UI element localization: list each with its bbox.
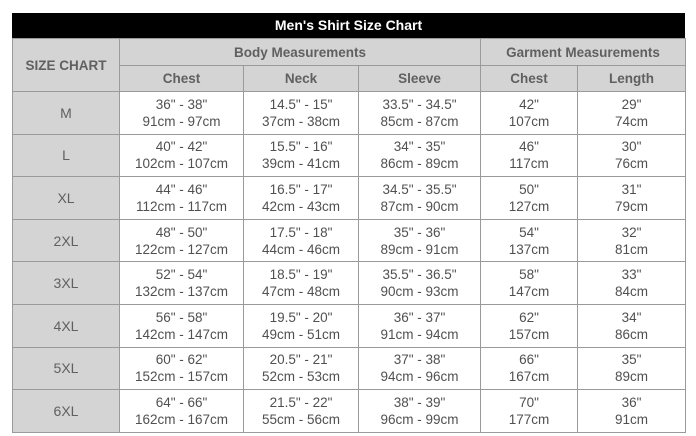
body-neck-cell xyxy=(244,347,359,390)
body-sleeve-cell xyxy=(359,219,481,262)
inches-value: 17.5" - 18" xyxy=(269,224,333,240)
inches-value: 36" - 38" xyxy=(155,96,208,112)
body-chest-cell xyxy=(120,304,244,347)
inches-value: 37" - 38" xyxy=(393,352,446,368)
cm-value: 90cm - 93cm xyxy=(380,284,459,300)
cm-value: 84cm xyxy=(615,284,649,300)
inches-value: 40" - 42" xyxy=(155,139,208,155)
body-sleeve-cell xyxy=(359,134,481,177)
garment-chest-header: Chest xyxy=(481,66,578,92)
body-sleeve-cell xyxy=(359,347,481,390)
table-row xyxy=(13,347,686,390)
inches-value: 66" xyxy=(519,352,539,368)
garment-chest-cell xyxy=(481,304,578,347)
inches-value: 64" - 66" xyxy=(155,394,208,410)
cm-value: 86cm xyxy=(615,326,649,342)
size-chart-table xyxy=(12,38,686,433)
cm-value: 52cm - 53cm xyxy=(261,369,341,385)
garment-length-cell xyxy=(578,347,686,390)
inches-value: 38" - 39" xyxy=(393,394,446,410)
garment-chest-cell xyxy=(481,262,578,305)
body-neck-cell xyxy=(244,304,359,347)
body-sleeve-cell xyxy=(359,92,481,135)
body-chest-cell xyxy=(120,347,244,390)
cm-value: 81cm xyxy=(615,241,649,257)
inches-value: 19.5" - 20" xyxy=(269,309,333,325)
garment-length-cell xyxy=(578,219,686,262)
body-neck-cell xyxy=(244,92,359,135)
table-row xyxy=(13,134,686,177)
cm-value: 112cm - 117cm xyxy=(135,198,228,214)
cm-value: 142cm - 147cm xyxy=(134,326,229,342)
body-measurements-header: Body Measurements xyxy=(120,39,481,66)
size-chart-container xyxy=(12,13,685,433)
garment-chest-cell xyxy=(481,219,578,262)
inches-value: 58" xyxy=(519,267,539,283)
inches-value: 35.5" - 36.5" xyxy=(382,267,457,283)
body-sleeve-cell xyxy=(359,177,481,220)
cm-value: 89cm - 91cm xyxy=(380,241,459,257)
size-label: M xyxy=(13,92,120,135)
cm-value: 162cm - 167cm xyxy=(134,411,229,427)
cm-value: 86cm - 89cm xyxy=(380,156,459,172)
group-header-row xyxy=(13,39,686,66)
size-label: 3XL xyxy=(13,262,120,305)
inches-value: 70" xyxy=(519,394,539,410)
cm-value: 94cm - 96cm xyxy=(380,369,459,385)
cm-value: 152cm - 157cm xyxy=(134,369,229,385)
cm-value: 147cm xyxy=(508,284,550,300)
inches-value: 33" xyxy=(621,267,642,283)
cm-value: 44cm - 46cm xyxy=(261,241,341,257)
body-neck-cell xyxy=(244,134,359,177)
garment-measurements-header: Garment Measurements xyxy=(481,39,686,66)
inches-value: 44" - 46" xyxy=(155,181,208,197)
table-row xyxy=(13,390,686,433)
inches-value: 36" xyxy=(621,394,642,410)
cm-value: 107cm xyxy=(508,113,550,129)
cm-value: 132cm - 137cm xyxy=(134,284,229,300)
cm-value: 42cm - 43cm xyxy=(261,198,341,214)
inches-value: 34.5" - 35.5" xyxy=(382,181,457,197)
inches-value: 30" xyxy=(621,139,642,155)
inches-value: 15.5" - 16" xyxy=(269,139,333,155)
inches-value: 21.5" - 22" xyxy=(269,394,333,410)
cm-value: 127cm xyxy=(508,198,550,214)
cm-value: 117cm xyxy=(509,156,549,172)
body-neck-cell xyxy=(244,177,359,220)
size-label: L xyxy=(13,134,120,177)
inches-value: 29" xyxy=(621,96,642,112)
body-neck-cell xyxy=(244,390,359,433)
garment-length-cell xyxy=(578,304,686,347)
cm-value: 76cm xyxy=(615,156,649,172)
garment-chest-cell xyxy=(481,177,578,220)
inches-value: 42" xyxy=(519,96,539,112)
inches-value: 54" xyxy=(519,224,539,240)
garment-length-cell xyxy=(578,92,686,135)
inches-value: 48" - 50" xyxy=(155,224,208,240)
inches-value: 16.5" - 17" xyxy=(269,181,333,197)
body-chest-cell xyxy=(120,390,244,433)
cm-value: 55cm - 56cm xyxy=(261,411,341,427)
cm-value: 122cm - 127cm xyxy=(134,241,229,257)
garment-length-cell xyxy=(578,177,686,220)
inches-value: 31" xyxy=(621,181,642,197)
inches-value: 50" xyxy=(519,181,539,197)
garment-chest-cell xyxy=(481,390,578,433)
cm-value: 87cm - 90cm xyxy=(380,198,459,214)
inches-value: 32" xyxy=(621,224,642,240)
cm-value: 177cm xyxy=(508,411,550,427)
table-row xyxy=(13,177,686,220)
garment-chest-cell xyxy=(481,134,578,177)
size-label: 2XL xyxy=(13,219,120,262)
garment-length-header: Length xyxy=(578,66,686,92)
cm-value: 91cm - 94cm xyxy=(380,326,459,342)
inches-value: 46" xyxy=(519,139,539,155)
inches-value: 35" xyxy=(621,352,642,368)
cm-value: 137cm xyxy=(508,241,550,257)
body-chest-cell xyxy=(120,134,244,177)
size-label: XL xyxy=(13,177,120,220)
body-chest-cell xyxy=(120,262,244,305)
size-label: 5XL xyxy=(13,347,120,390)
inches-value: 34" xyxy=(621,309,642,325)
cm-value: 49cm - 51cm xyxy=(261,326,341,342)
garment-length-cell xyxy=(578,390,686,433)
body-sleeve-header: Sleeve xyxy=(359,66,481,92)
cm-value: 47cm - 48cm xyxy=(261,284,341,300)
size-label: 4XL xyxy=(13,304,120,347)
garment-length-cell xyxy=(578,134,686,177)
inches-value: 14.5" - 15" xyxy=(269,96,333,112)
inches-value: 33.5" - 34.5" xyxy=(382,96,457,112)
body-neck-header: Neck xyxy=(244,66,359,92)
size-chart-header: SIZE CHART xyxy=(13,39,120,92)
body-sleeve-cell xyxy=(359,304,481,347)
inches-value: 52" - 54" xyxy=(155,267,208,283)
inches-value: 34" - 35" xyxy=(393,139,446,155)
garment-chest-cell xyxy=(481,347,578,390)
cm-value: 167cm xyxy=(508,369,550,385)
cm-value: 91cm - 97cm xyxy=(142,113,221,129)
body-neck-cell xyxy=(244,262,359,305)
garment-chest-cell xyxy=(481,92,578,135)
body-chest-cell xyxy=(120,92,244,135)
cm-value: 91cm xyxy=(615,411,649,427)
size-label: 6XL xyxy=(13,390,120,433)
table-row xyxy=(13,92,686,135)
cm-value: 85cm - 87cm xyxy=(380,113,459,129)
cm-value: 39cm - 41cm xyxy=(261,156,341,172)
cm-value: 96cm - 99cm xyxy=(380,411,459,427)
inches-value: 60" - 62" xyxy=(155,352,208,368)
inches-value: 20.5" - 21" xyxy=(269,352,333,368)
body-chest-cell xyxy=(120,177,244,220)
body-sleeve-cell xyxy=(359,262,481,305)
garment-length-cell xyxy=(578,262,686,305)
cm-value: 37cm - 38cm xyxy=(261,113,341,129)
inches-value: 36" - 37" xyxy=(393,309,446,325)
chart-title: Men's Shirt Size Chart xyxy=(12,13,685,38)
body-sleeve-cell xyxy=(359,390,481,433)
inches-value: 35" - 36" xyxy=(393,224,446,240)
table-row xyxy=(13,304,686,347)
cm-value: 74cm xyxy=(615,113,649,129)
cm-value: 102cm - 107cm xyxy=(134,156,229,172)
body-chest-header: Chest xyxy=(120,66,244,92)
inches-value: 62" xyxy=(519,309,539,325)
body-neck-cell xyxy=(244,219,359,262)
table-row xyxy=(13,219,686,262)
table-row xyxy=(13,262,686,305)
inches-value: 56" - 58" xyxy=(155,309,208,325)
cm-value: 157cm xyxy=(508,326,550,342)
inches-value: 18.5" - 19" xyxy=(269,267,333,283)
cm-value: 79cm xyxy=(615,198,649,214)
cm-value: 89cm xyxy=(615,369,649,385)
body-chest-cell xyxy=(120,219,244,262)
